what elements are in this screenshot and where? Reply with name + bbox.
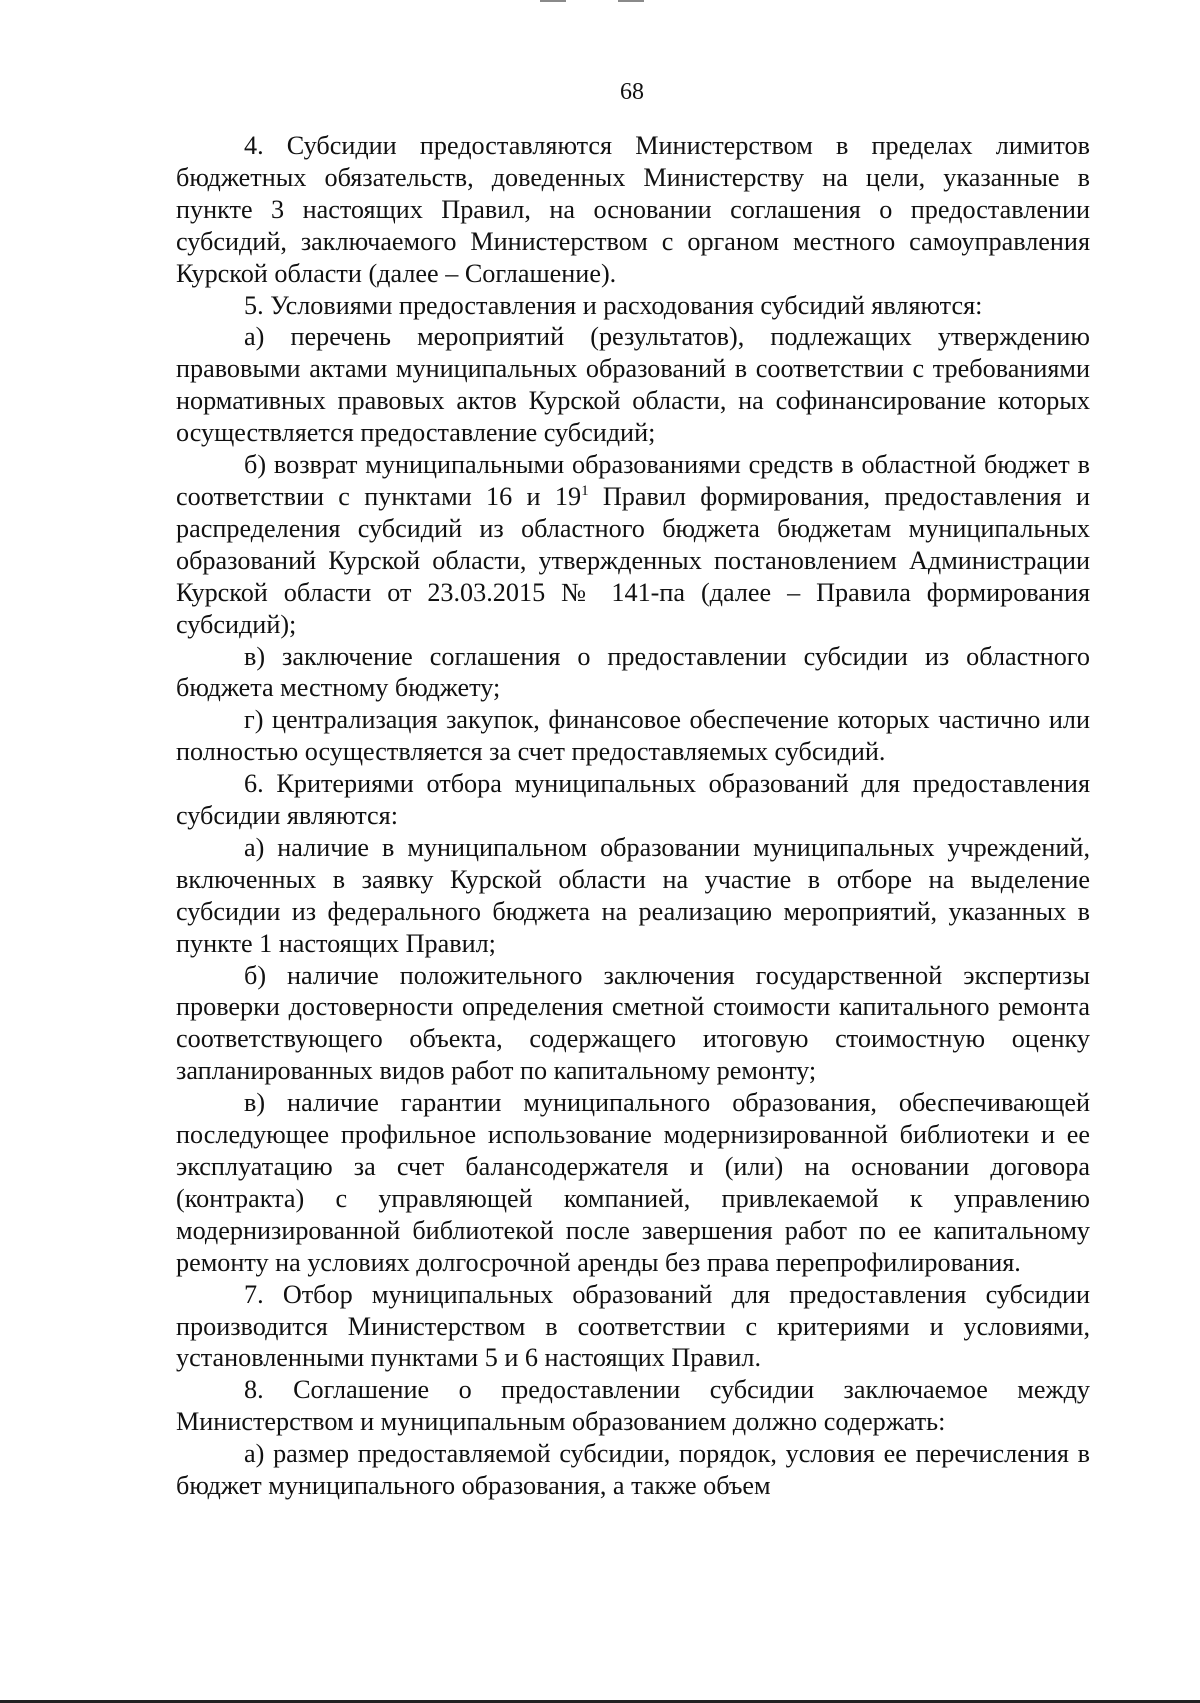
paragraph-4: 4. Субсидии предоставляются Министерством в пределах лимитов бюджетных обязательств, доведенных Министерству на цели, указанные в пункте 3 настоящих Правил, на основании соглашения о предоставлении субсидий, заключаемого Министерством с органом местного самоуправления Курской области (далее – Соглашение). <box>176 131 1090 288</box>
paragraph-6: 6. Критериями отбора муниципальных образований для предоставления субсидии являются: <box>176 769 1090 831</box>
superscript-1: 1 <box>581 482 589 499</box>
scan-artifact-mark <box>540 0 566 2</box>
paragraph-5b-text-end: Правил формирования, предоставления и распределения субсидий из областного бюджета бюджетам муниципальных образований Курской области, утвержденных постановлением Администрации Курской области от 23.03.2015 № 141-па (далее – Правила формирования субсидий); <box>176 481 1090 639</box>
paragraph-5v: в) заключение соглашения о предоставлении субсидии из областного бюджета местному бюджету; <box>176 641 1090 703</box>
paragraph-5: 5. Условиями предоставления и расходования субсидий являются: <box>244 290 983 320</box>
paragraph-5g: г) централизация закупок, финансовое обеспечение которых частично или полностью осуществляется за счет предоставляемых субсидий. <box>176 705 1090 767</box>
document-body <box>176 130 1090 1502</box>
page-number: 68 <box>620 79 644 105</box>
paragraph-6v: в) наличие гарантии муниципального образования, обеспечивающей последующее профильное использование модернизированной библиотеки и ее эксплуатацию за счет балансодержателя и (или) на основании договора (контракта) с управляющей компанией, привлекаемой к управлению модернизированной библиотекой после завершения работ по ее капитальному ремонту на условиях долгосрочной аренды без права перепрофилирования. <box>176 1088 1090 1277</box>
paragraph-8a: а) размер предоставляемой субсидии, порядок, условия ее перечисления в бюджет муниципального образования, а также объем <box>176 1439 1090 1501</box>
paragraph-8: 8. Соглашение о предоставлении субсидии заключаемое между Министерством и муниципальным образованием должно содержать: <box>176 1375 1090 1437</box>
paragraph-5a: а) перечень мероприятий (результатов), подлежащих утверждению правовыми актами муниципальных образований в соответствии с требованиями нормативных правовых актов Курской области, на софинансирование которых осуществляется предоставление субсидий; <box>176 322 1090 448</box>
paragraph-5b-text-start: б) возврат муниципальными образованиями средств в областной бюджет в соответствии с пунктами 16 и 19 <box>176 450 1090 511</box>
scan-artifact-mark <box>618 0 644 2</box>
paragraph-7: 7. Отбор муниципальных образований для предоставления субсидии производится Министерством в соответствии с критериями и условиями, установленными пунктами 5 и 6 настоящих Правил. <box>176 1279 1090 1373</box>
paragraph-5b <box>176 449 1090 640</box>
paragraph-6b: б) наличие положительного заключения государственной экспертизы проверки достоверности определения сметной стоимости капитального ремонта соответствующего объекта, содержащего итоговую стоимостную оценку запланированных видов работ по капитальному ремонту; <box>176 960 1090 1086</box>
paragraph-6a: а) наличие в муниципальном образовании муниципальных учреждений, включенных в заявку Курской области на участие в отборе на выделение субсидии из федерального бюджета на реализацию мероприятий, указанных в пункте 1 настоящих Правил; <box>176 832 1090 958</box>
